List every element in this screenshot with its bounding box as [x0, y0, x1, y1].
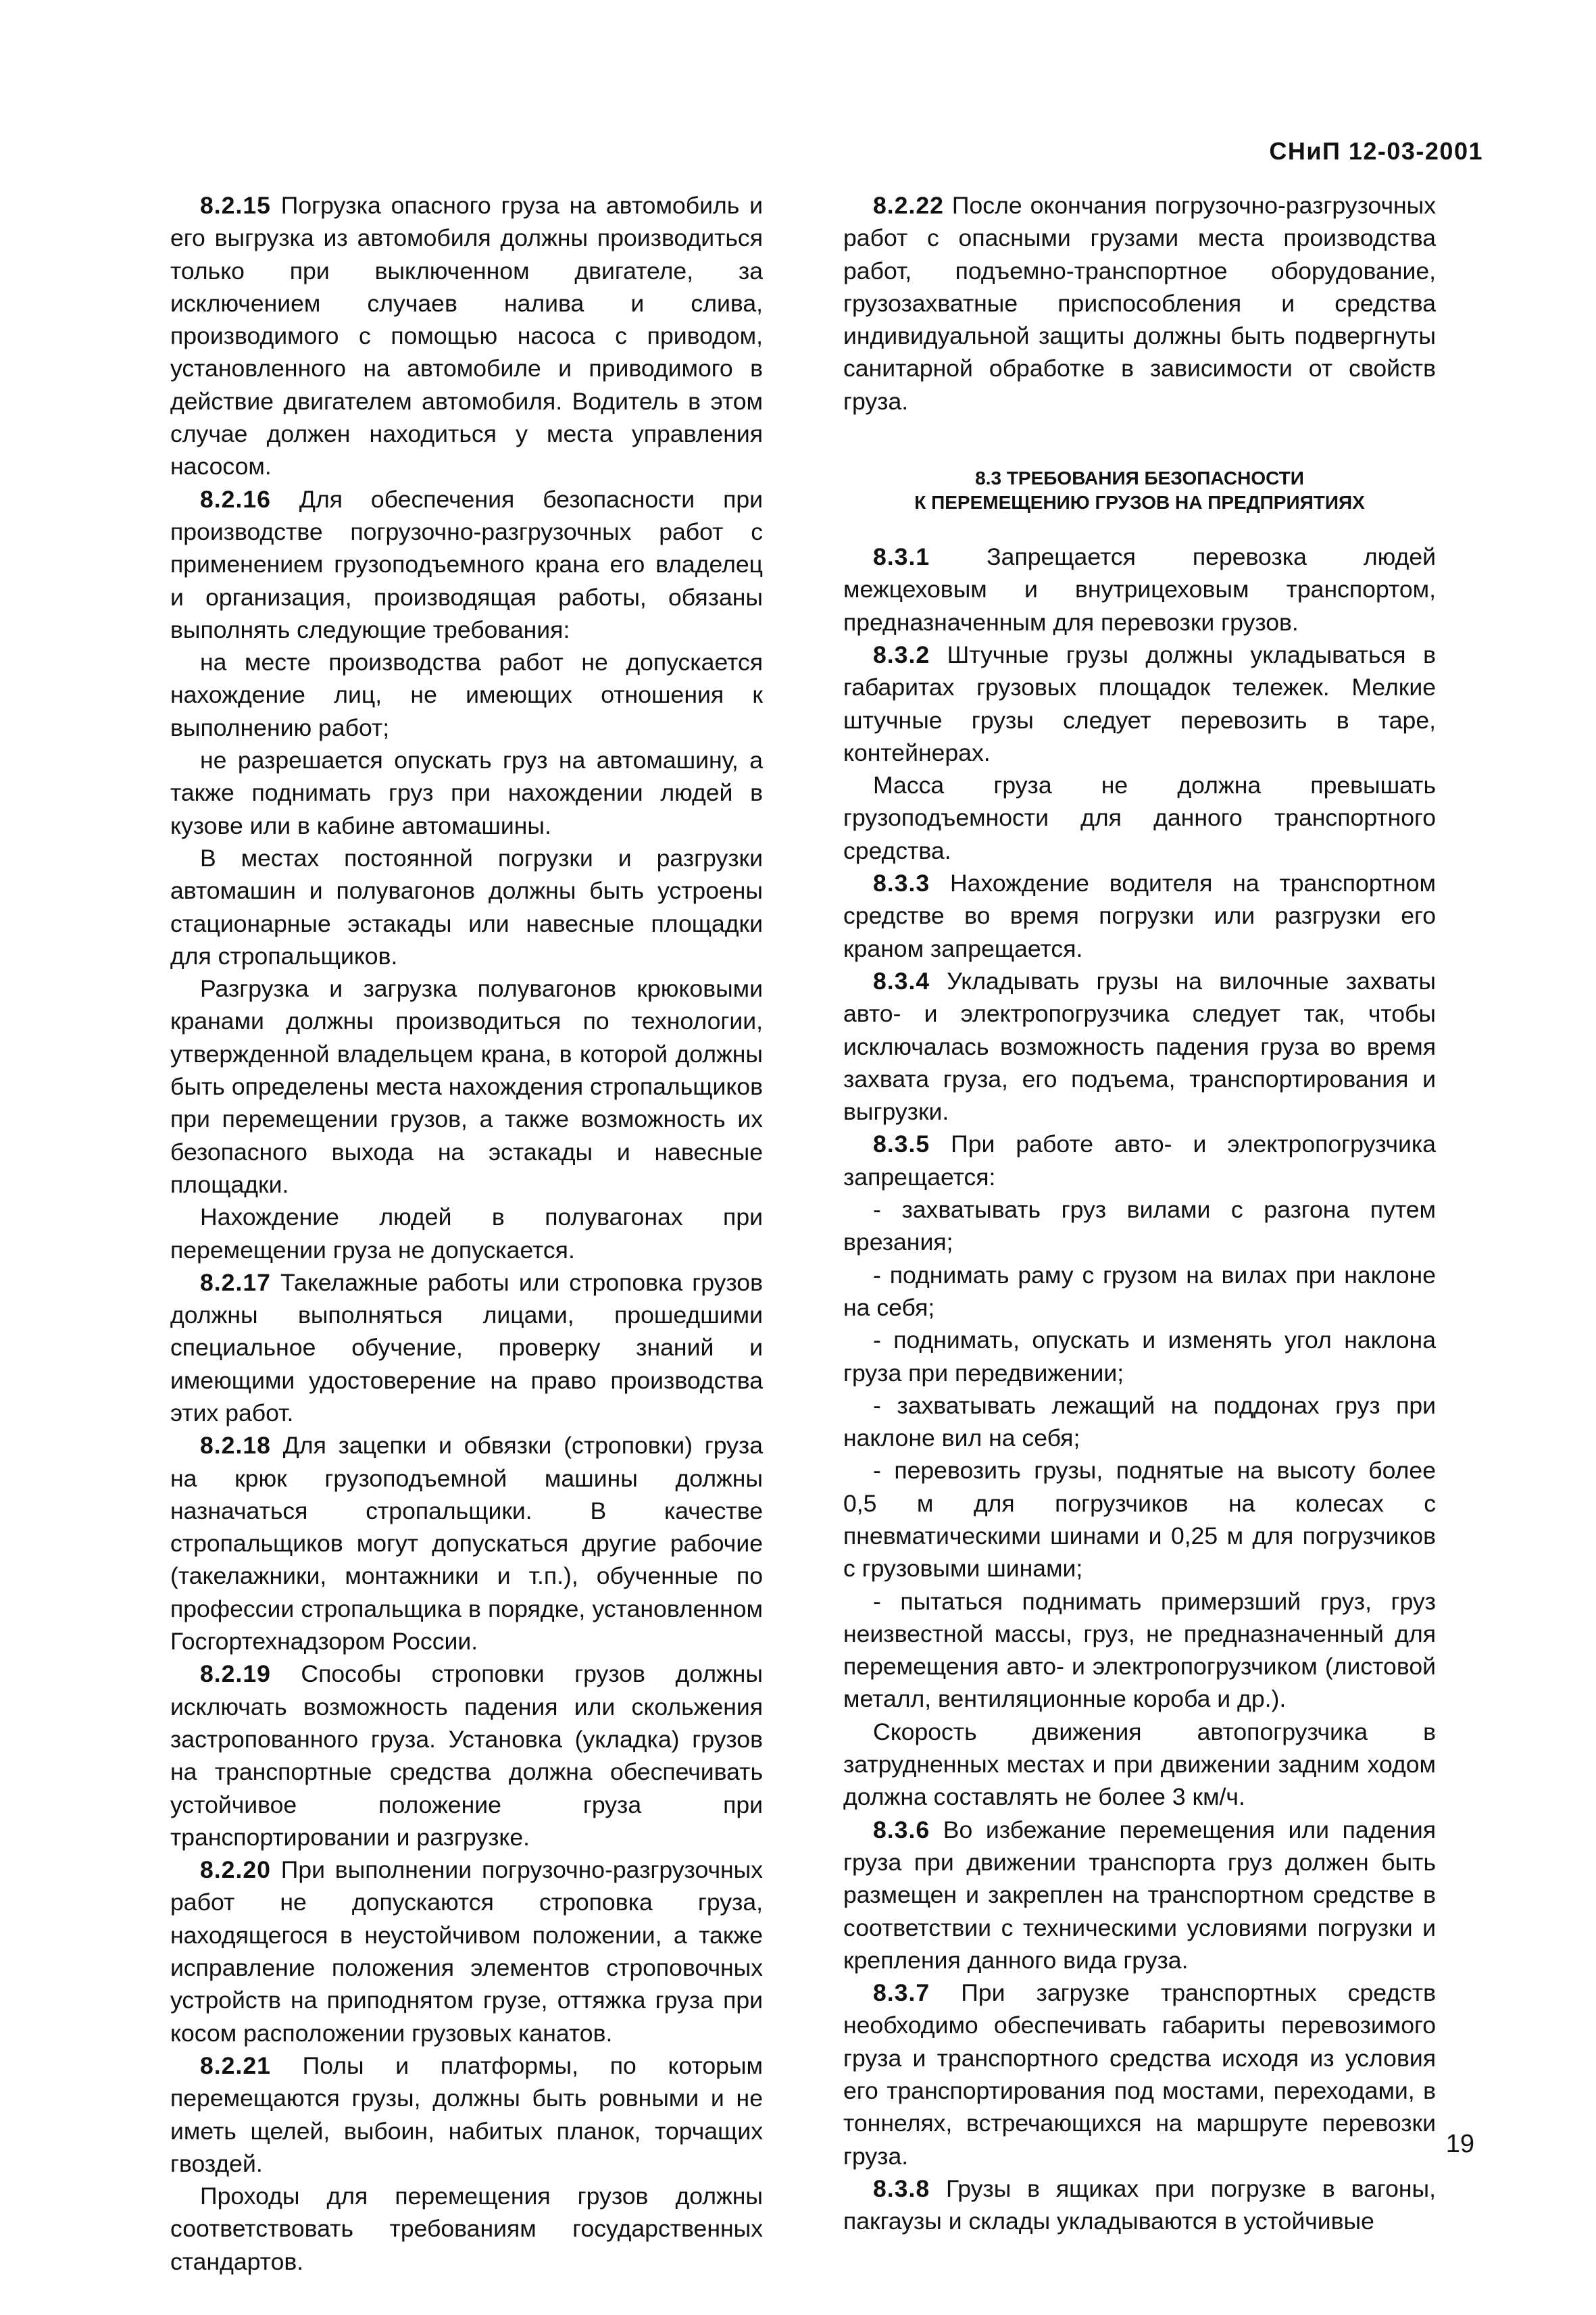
paragraph-text: Погрузка опасного груза на автомобиль и его выгрузка из автомобиля должны производиться только при выключенном двигателе, за исключением случаев налива и слива, производимого с помощью насоса с приводом, установленного на автомобиле и приводимого в действие двигателем автомобиля. Водитель в этом случае должен находиться у места управления насосом. [170, 192, 763, 480]
paragraph-text: на месте производства работ не допускается нахождение лиц, не имеющих отношения к выполнению работ; [170, 649, 763, 741]
clause-number: 8.2.19 [200, 1660, 271, 1688]
clause-number: 8.2.16 [200, 485, 271, 513]
paragraph [843, 1389, 1436, 1455]
paragraph-text: При выполнении погрузочно-разгрузочных работ не допускаются строповка груза, находящегося в неустойчивом положении, а также исправление положения элементов строповочных устройств на приподнятом грузе, оттяжка груза при косом расположении грузовых канатов. [170, 1856, 763, 2047]
clause-number: 8.3.3 [873, 870, 930, 897]
paragraph [170, 483, 763, 646]
clause-number: 8.3.6 [873, 1816, 930, 1843]
paragraph [843, 769, 1436, 867]
paragraph [170, 744, 763, 842]
paragraph-text: Масса груза не должна превышать грузоподъемности для данного транспортного средства. [843, 772, 1436, 864]
paragraph-text: При загрузке транспортных средств необходимо обеспечивать габариты перевозимого груза и транспортного средства исходя из условия его транспортирования под мостами, переходами, в тоннелях, встречающихся на маршруте перевозки груза. [843, 1979, 1436, 2170]
paragraph [170, 1853, 763, 2049]
right-column-paragraphs-top [843, 189, 1436, 418]
clause-number: 8.2.22 [873, 192, 944, 219]
clause-number: 8.3.8 [873, 2174, 930, 2202]
clause-number: 8.2.18 [200, 1432, 271, 1460]
paragraph-text: Скорость движения автопогрузчика в затрудненных местах и при движении задним ходом должна составлять не более 3 км/ч. [843, 1718, 1436, 1811]
section-heading-line-2: К ПЕРЕМЕЩЕНИЮ ГРУЗОВ НА ПРЕДПРИЯТИЯХ [914, 492, 1365, 514]
paragraph [843, 639, 1436, 769]
paragraph-text: Для обеспечения безопасности при производстве погрузочно-разгрузочных работ с применением грузоподъемного крана его владелец и организация, производящая работы, обязаны выполнять следующие требования: [170, 485, 763, 643]
paragraph-text: не разрешается опускать груз на автомашину, а также поднимать груз при нахождении людей в кузове или в кабине автомашины. [170, 747, 763, 839]
paragraph-text: Укладывать грузы на вилочные захваты авто- и электропогрузчика следует так, чтобы исключалась возможность падения груза во время захвата груза, его подъема, транспортирования и выгрузки. [843, 967, 1436, 1126]
paragraph-text: Штучные грузы должны укладываться в габаритах грузовых площадок тележек. Мелкие штучные грузы следует перевозить в таре, контейнерах. [843, 641, 1436, 766]
paragraph-text: Запрещается перевозка людей межцеховым и внутрицеховым транспортом, предназначенным для перевозки грузов. [843, 543, 1436, 636]
paragraph [843, 1976, 1436, 2172]
clause-number: 8.3.2 [873, 641, 930, 668]
paragraph-text: - захватывать груз вилами с разгона путем врезания; [843, 1196, 1436, 1256]
paragraph [843, 965, 1436, 1128]
clause-number: 8.3.7 [873, 1979, 930, 2007]
paragraph-text: Способы строповки грузов должны исключать возможность падения или скольжения застропованного груза. Установка (укладка) грузов на транспортные средства должна обеспечивать устойчивое положение груза при транспортировании и разгрузке. [170, 1660, 763, 1851]
paragraph [843, 1585, 1436, 1716]
paragraph-text: - поднимать раму с грузом на вилах при наклоне на себя; [843, 1261, 1436, 1321]
paragraph-text: - поднимать, опускать и изменять угол наклона груза при передвижении; [843, 1326, 1436, 1387]
paragraph-text: В местах постоянной погрузки и разгрузки автомашин и полувагонов должны быть устроены стационарные эстакады или навесные площадки для стропальщиков. [170, 844, 763, 970]
paragraph [843, 867, 1436, 965]
paragraph-text: После окончания погрузочно-разгрузочных работ с опасными грузами места производства работ, подъемно-транспортное оборудование, грузозахватные приспособления и средства индивидуальной защиты должны быть подвергнуты санитарной обработке в зависимости от свойств груза. [843, 192, 1436, 415]
section-heading [843, 466, 1436, 515]
clause-number: 8.3.1 [873, 543, 930, 571]
paragraph-text: Разгрузка и загрузка полувагонов крюковыми кранами должны производиться по технологии, утвержденной владельцем крана, в которой должны быть определены места нахождения стропальщиков при перемещении грузов, а также возможность их безопасного выхода на эстакады и навесные площадки. [170, 975, 763, 1198]
paragraph [170, 2180, 763, 2278]
paragraph [843, 1259, 1436, 1324]
paragraph-text: - пытаться поднимать примерзший груз, груз неизвестной массы, груз, не предназначенный для перемещения авто- и электропогрузчиком (листовой металл, вентиляционные короба и др.). [843, 1587, 1436, 1713]
clause-number: 8.2.21 [200, 2051, 271, 2079]
paragraph [843, 1128, 1436, 1193]
section-heading-line-1: 8.3 ТРЕБОВАНИЯ БЕЗОПАСНОСТИ [975, 468, 1304, 489]
paragraph [843, 1193, 1436, 1259]
paragraph-text: Нахождение людей в полувагонах при перемещении груза не допускается. [170, 1203, 763, 1264]
paragraph-text: Такелажные работы или строповка грузов должны выполняться лицами, прошедшими специальное обучение, проверку знаний и имеющими удостоверение на право производства этих работ. [170, 1268, 763, 1426]
paragraph [170, 1201, 763, 1266]
paragraph-text: Во избежание перемещения или падения груза при движении транспорта груз должен быть размещен и закреплен на транспортном средстве в соответствии с техническими условиями погрузки и крепления данного вида груза. [843, 1816, 1436, 1974]
paragraph-text: - перевозить грузы, поднятые на высоту более 0,5 м для погрузчиков на колесах с пневматическими шинами и 0,25 м для погрузчиков с грузовыми шинами; [843, 1457, 1436, 1583]
paragraph [843, 2172, 1436, 2238]
paragraph [170, 1429, 763, 1658]
document-code-header: СНиП 12-03-2001 [1269, 137, 1483, 165]
paragraph-text: Для зацепки и обвязки (строповки) груза на крюк грузоподъемной машины должны назначаться стропальщики. В качестве стропальщиков могут допускаться другие рабочие (такелажники, монтажники и т.п.), обученные по профессии стропальщика в порядке, установленном Госгортехнадзором России. [170, 1432, 763, 1656]
paragraph [170, 646, 763, 744]
paragraph [170, 842, 763, 972]
clause-number: 8.2.15 [200, 192, 271, 219]
paragraph [170, 972, 763, 1201]
paragraph-text: Грузы в ящиках при погрузке в вагоны, пакгаузы и склады укладываются в устойчивые [843, 2174, 1436, 2235]
paragraph [170, 189, 763, 483]
paragraph [843, 1814, 1436, 1976]
clause-number: 8.2.20 [200, 1856, 271, 1884]
clause-number: 8.3.4 [873, 967, 930, 995]
right-column [843, 189, 1436, 2238]
paragraph [843, 189, 1436, 418]
clause-number: 8.2.17 [200, 1268, 271, 1296]
paragraph-text: - захватывать лежащий на поддонах груз при наклоне вил на себя; [843, 1391, 1436, 1452]
paragraph-text: Полы и платформы, по которым перемещаются грузы, должны быть ровными и не иметь щелей, выбоин, набитых планок, торчащих гвоздей. [170, 2051, 763, 2177]
paragraph [170, 2049, 763, 2180]
left-column [170, 189, 763, 2278]
page-number: 19 [1445, 2130, 1474, 2158]
paragraph [843, 1454, 1436, 1585]
paragraph-text: Нахождение водителя на транспортном средстве во время погрузки или разгрузки его краном запрещается. [843, 870, 1436, 962]
paragraph [843, 541, 1436, 639]
paragraph [843, 1324, 1436, 1389]
clause-number: 8.3.5 [873, 1130, 930, 1158]
paragraph [170, 1658, 763, 1853]
paragraph-text: При работе авто- и электропогрузчика запрещается: [843, 1130, 1436, 1191]
right-column-paragraphs-bottom [843, 541, 1436, 2237]
paragraph [843, 1716, 1436, 1814]
paragraph [170, 1266, 763, 1429]
paragraph-text: Проходы для перемещения грузов должны соответствовать требованиям государственных стандартов. [170, 2183, 763, 2275]
